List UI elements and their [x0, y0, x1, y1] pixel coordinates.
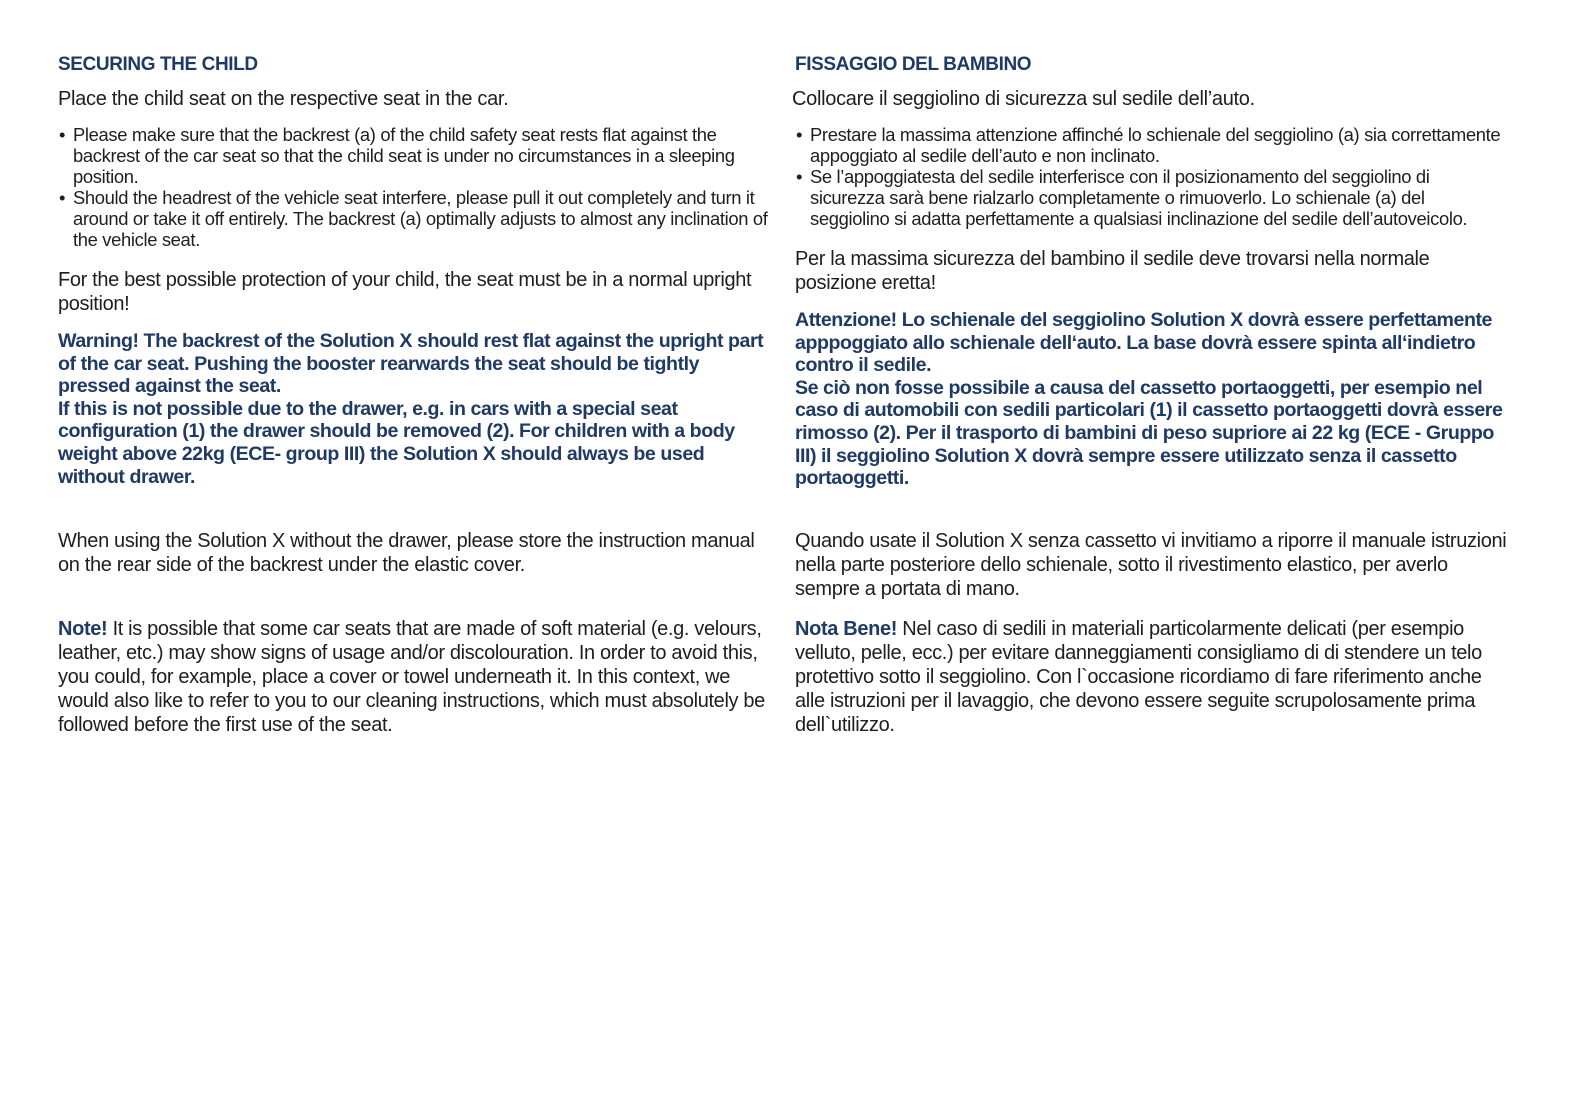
bullet-icon: • — [796, 166, 803, 187]
warning-paragraph: Attenzione! Lo schienale del seggiolino Solution X dovrà essere perfettamente apppoggiato allo schienale dell‘auto. La base dovrà essere spinta all‘indietro contro il sedile. — [795, 309, 1492, 377]
instruction-list — [795, 124, 1507, 229]
list-item — [795, 124, 1507, 166]
warning-block — [795, 309, 1507, 490]
list-item-text: Should the headrest of the vehicle seat interfere, please pull it out completely and turn it around or take it off entirely. The backrest (a) optimally adjusts to almost any inclination of the vehicle seat. — [73, 187, 768, 250]
note-label: Nota Bene! — [795, 618, 898, 640]
warning-paragraph: Se ciò non fosse possibile a causa del cassetto portaoggetti, per esempio nel caso di automobili con sedili particolari (1) il cassetto portaoggetti dovrà essere rimosso (2). Per il trasporto di bambini di peso supriore ai 22 kg (ECE - Gruppo III) il seggiolino Solution X dovrà sempre essere utilizzato senza il cassetto portaoggetti. — [795, 376, 1503, 490]
note-text: It is possible that some car seats that are made of soft material (e.g. velours, leather, etc.) may show signs of usage and/or discolouration. In order to avoid this, you could, for example, place a cover or towel underneath it. In this context, we would also like to refer to you to our cleaning instructions, which must absolutely be followed before the first use of the seat. — [58, 618, 765, 736]
list-item-text: Prestare la massima attenzione affinché lo schienale del seggiolino (a) sia correttamente appoggiato al sedile dell’auto e non inclinato. — [810, 124, 1501, 166]
warning-paragraph: If this is not possible due to the drawer, e.g. in cars with a special seat configuration (1) the drawer should be removed (2). For children with a body weight above 22kg (ECE- group III) the Solution X should always be used without drawer. — [58, 397, 735, 488]
list-item-text: Se l’appoggiatesta del sedile interferisce con il posizionamento del seggiolino di sicurezza sarà bene rialzarlo completamente o rimuoverlo. Lo schienale (a) del seggiolino si adatta perfettamente a qualsiasi inclinazione del sedile dell’autoveicolo. — [810, 166, 1468, 229]
bullet-icon: • — [796, 124, 803, 145]
italian-column — [792, 52, 1507, 736]
section-heading: SECURING THE CHILD — [58, 54, 258, 75]
warning-paragraph: Warning! The backrest of the Solution X should rest flat against the upright part of the car seat. Pushing the booster rearwards the seat should be tightly pressed against the seat. — [58, 330, 764, 398]
bullet-icon: • — [59, 124, 66, 145]
note-text: Nel caso di sedili in materiali particolarmente delicati (per esempio velluto, pelle, ecc.) per evitare danneggiamenti consigliamo di di stendere un telo protettivo sotto il seggiolino. Con l`occasione ricordiamo di fare riferimento anche alle istruzioni per il lavaggio, che devono essere seguite scrupolosamente prima dell`utilizzo. — [795, 618, 1482, 736]
note-paragraph — [58, 617, 773, 737]
section-heading: FISSAGGIO DEL BAMBINO — [795, 54, 1032, 75]
protection-paragraph: Per la massima sicurezza del bambino il sedile deve trovarsi nella normale posizione eretta! — [795, 248, 1430, 294]
list-item — [795, 166, 1507, 229]
list-item — [58, 124, 773, 187]
protection-paragraph: For the best possible protection of your child, the seat must be in a normal upright position! — [58, 269, 752, 315]
instruction-list — [58, 124, 773, 250]
warning-block — [58, 330, 773, 488]
english-column — [58, 52, 773, 736]
note-label: Note! — [58, 618, 108, 640]
list-item — [58, 187, 773, 250]
list-item-text: Please make sure that the backrest (a) of the child safety seat rests flat against the backrest of the car seat so that the child seat is under no circumstances in a sleeping position. — [73, 124, 735, 187]
intro-text: Place the child seat on the respective seat in the car. — [58, 88, 509, 110]
bullet-icon: • — [59, 187, 66, 208]
store-manual-paragraph: Quando usate il Solution X senza cassetto vi invitiamo a riporre il manuale istruzioni nella parte posteriore dello schienale, sotto il rivestimento elastico, per averlo sempre a portata di mano. — [795, 530, 1507, 600]
store-manual-paragraph: When using the Solution X without the drawer, please store the instruction manual on the rear side of the backrest under the elastic cover. — [58, 530, 755, 576]
intro-text: Collocare il seggiolino di sicurezza sul sedile dell’auto. — [792, 88, 1255, 110]
note-paragraph — [795, 617, 1507, 737]
